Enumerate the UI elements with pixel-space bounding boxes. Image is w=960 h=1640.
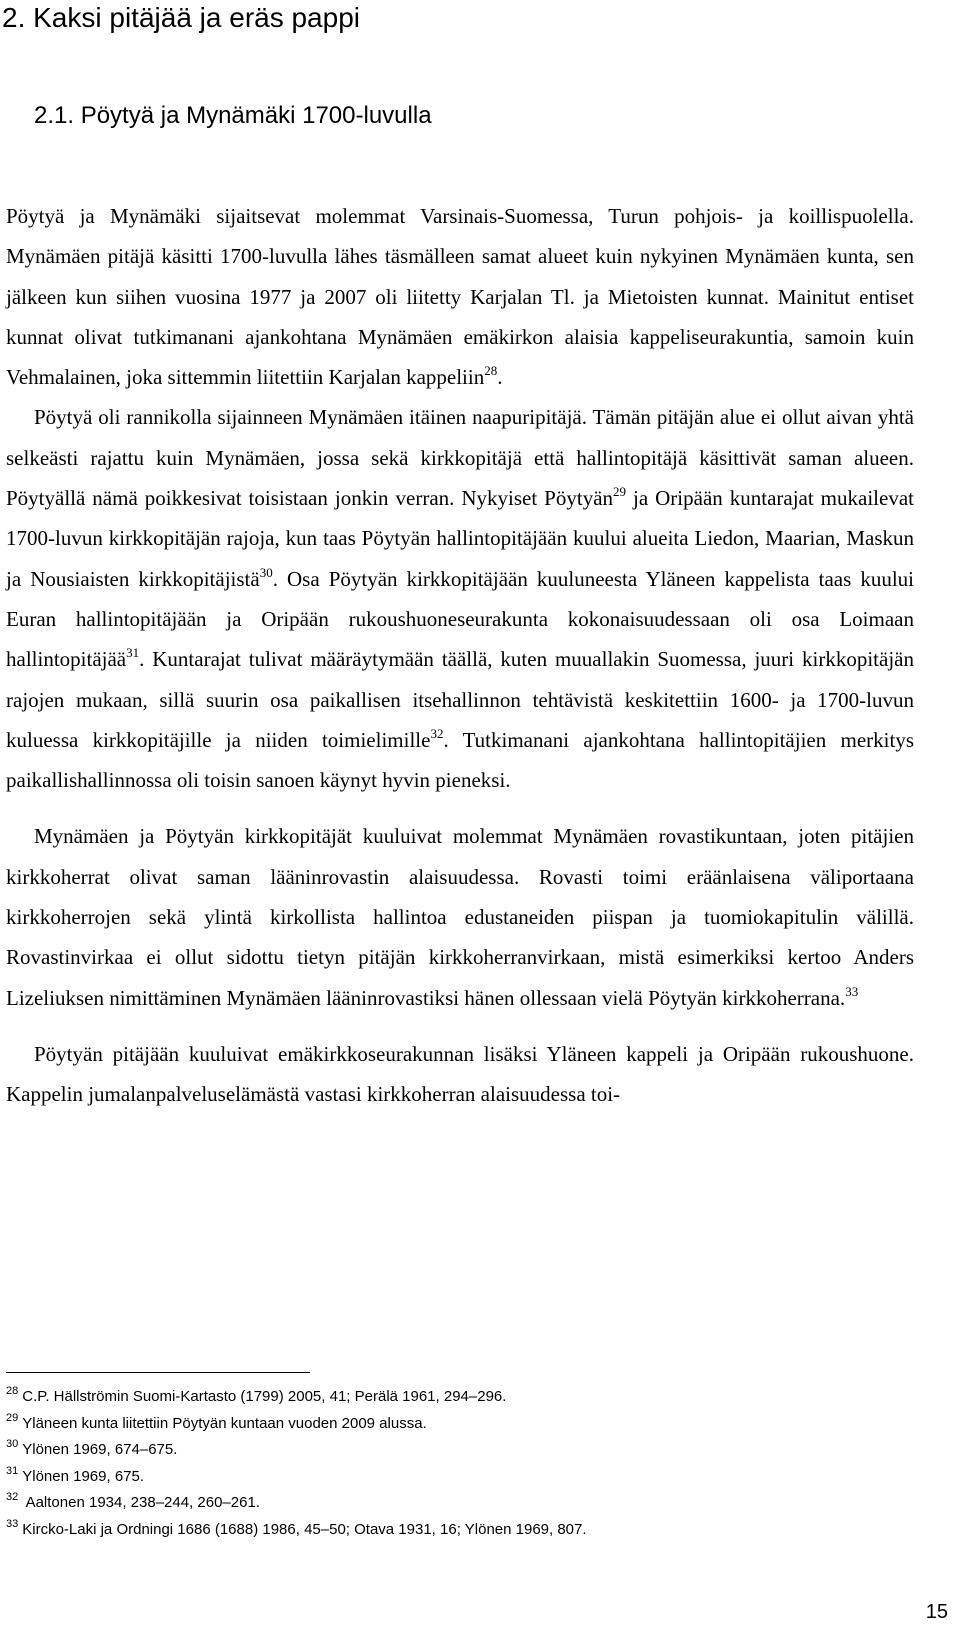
section-heading: 2.1. Pöytyä ja Mynämäki 1700-luvulla <box>34 102 432 129</box>
paragraph-2 <box>6 397 914 800</box>
footnotes <box>6 1384 906 1544</box>
body-text <box>6 196 914 1115</box>
footnote-item <box>6 1517 906 1544</box>
paragraph-text: . Osa Pöytyän kirkkopitäjään kuuluneesta Yläneen kappelista taas kuului Euran hallintopitäjään ja Oripään rukoushuoneseurakunta kokonaisuudessaan oli osa Loimaan hallintopitäjää <box>6 566 914 672</box>
footnote-ref: 30 <box>259 564 273 580</box>
footnote-item <box>6 1411 906 1438</box>
footnote-ref: 33 <box>845 983 859 999</box>
footnote-ref: 29 <box>613 484 627 500</box>
footnote-text: Aaltonen 1934, 238–244, 260–261. <box>22 1494 260 1512</box>
paragraph-4 <box>6 1034 914 1115</box>
paragraph-1 <box>6 196 914 397</box>
footnote-item <box>6 1490 906 1517</box>
footnote-text: Ylönen 1969, 675. <box>22 1467 145 1485</box>
footnote-ref: 28 <box>484 363 498 379</box>
paragraph-text: . Tutkimanani ajankohtana hallintopitäjien merkitys paikallishallinnossa oli toisin sanoen käynyt hyvin pieneksi. <box>6 727 914 793</box>
footnote-item <box>6 1437 906 1464</box>
paragraph-text: Pöytyä ja Mynämäki sijaitsevat molemmat Varsinais-Suomessa, Turun pohjois- ja koillispuolella. Mynämäen pitäjä käsitti 1700-luvulla lähes täsmälleen samat alueet kuin nykyinen Mynämäen kunta, sen jälkeen kun siihen vuosina 1977 ja 2007 oli liitetty Karjalan Tl. ja Mietoisten kunnat. Mainitut entiset kunnat olivat tutkimanani ajankohtana Mynämäen emäkirkon alaisia kappeliseurakuntia, samoin kuin Vehmalainen, joka sittemmin liitettiin Karjalan kappeliin <box>6 204 914 390</box>
footnote-number: 31 <box>6 1464 19 1477</box>
footnote-ref: 32 <box>430 725 444 741</box>
paragraph-text: . <box>497 365 503 390</box>
footnote-text: C.P. Hällströmin Suomi-Kartasto (1799) 2005, 41; Perälä 1961, 294–296. <box>22 1388 507 1405</box>
paragraph-text: Mynämäen ja Pöytyän kirkkopitäjät kuuluivat molemmat Mynämäen rovastikuntaan, joten pitäjien kirkkoherrat olivat saman lääninrovastin alaisuudessa. Rovasti toimi eräänlaisena väliportaana kirkkoherrojen sekä ylintä kirkollista hallintoa edustaneiden piispan ja tuomiokapitulin välillä. Rovastinvirkaa ei ollut sidottu tietyn pitäjän kirkkoherranvirkaan, mistä esimerkiksi kertoo Anders Lizeliuksen nimittäminen Mynämäen lääninrovastiksi hänen ollessaan vielä Pöytyän kirkkoherrana. <box>6 824 914 1010</box>
paragraph-text: ja Oripään kuntarajat mukailevat 1700-luvun kirkkopitäjän rajoja, kun taas Pöytyän hallintopitäjään kuului alueita Liedon, Maarian, Maskun ja Nousiaisten kirkkopitäjistä <box>6 486 914 591</box>
footnote-ref: 31 <box>126 645 140 661</box>
footnote-number: 33 <box>6 1517 19 1530</box>
footnote-item <box>6 1384 906 1411</box>
footnote-number: 32 <box>6 1491 19 1504</box>
footnote-text: Ylönen 1969, 674–675. <box>22 1441 178 1459</box>
paragraph-3 <box>6 816 914 1017</box>
footnote-number: 30 <box>6 1438 19 1451</box>
page-number: 15 <box>925 1601 948 1623</box>
footnote-number: 29 <box>6 1411 19 1424</box>
footnote-text: Kircko-Laki ja Ordningi 1686 (1688) 1986, 45–50; Otava 1931, 16; Ylönen 1969, 807. <box>22 1520 587 1538</box>
footnote-number: 28 <box>6 1385 19 1397</box>
chapter-heading: 2. Kaksi pitäjää ja eräs pappi <box>2 2 360 33</box>
paragraph-text: Pöytyän pitäjään kuuluivat emäkirkkoseurakunnan lisäksi Yläneen kappeli ja Oripään rukoushuone. Kappelin jumalanpalveluselämästä vastasi kirkkoherran alaisuudessa toi- <box>6 1041 914 1107</box>
footnote-text: Yläneen kunta liitettiin Pöytyän kuntaan vuoden 2009 alussa. <box>22 1414 427 1432</box>
footnote-separator <box>6 1372 310 1373</box>
paragraph-text: . Kuntarajat tulivat määräytymään täällä, kuten muuallakin Suomessa, juuri kirkkopitäjän rajojen mukaan, sillä suurin osa paikallisen itsehallinnon tehtävistä keskitettiin 1600- ja 1700-luvun kuluessa kirkkopitäjille ja niiden toimielimille <box>6 647 914 752</box>
footnote-item <box>6 1464 906 1491</box>
paragraph-text: Pöytyä oli rannikolla sijainneen Mynämäen itäinen naapuripitäjä. Tämän pitäjän alue ei ollut aivan yhtä selkeästi rajattu kuin Mynämäen, jossa sekä kirkkopitäjä että hallintopitäjä käsittivät saman alueen. Pöytyällä nämä poikkesivat toisistaan jonkin verran. Nykyiset Pöytyän <box>6 405 914 511</box>
